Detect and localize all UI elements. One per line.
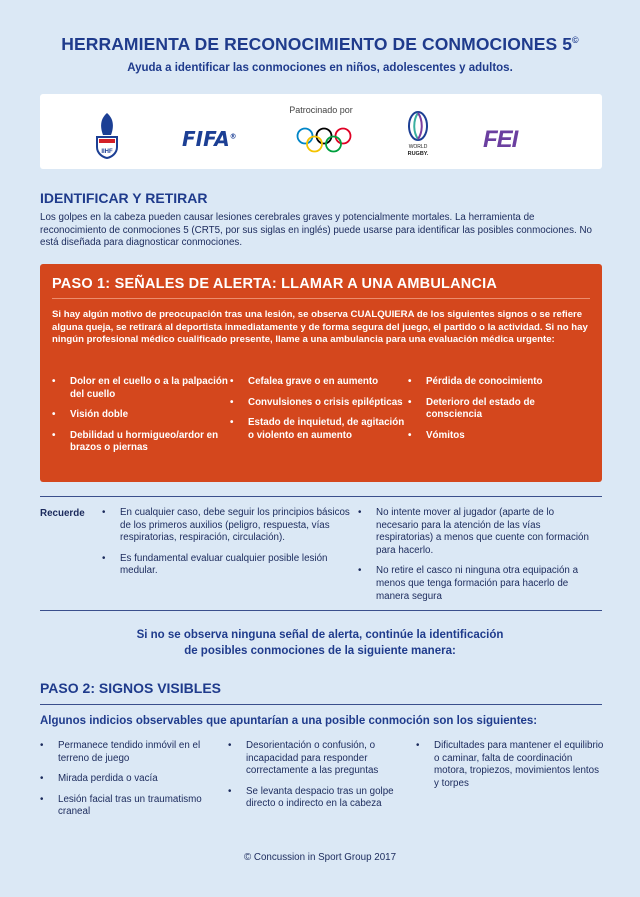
copyright-footer: © Concussion in Sport Group 2017 (243, 852, 397, 863)
identify-text: Los golpes en la cabeza pueden causar lesiones cerebrales graves y potencialmente mortales. La herramienta de reconocimiento de conmociones 5 (CRT5, por sus siglas en inglés) puede usarse para identificar las posibles conmociones. No está diseñada para diagnosticar conmociones. (40, 212, 592, 249)
visible-sign-item: • Desorientación o confusión, o incapacidad para responder correctamente a las preguntas (228, 740, 416, 778)
red-flag-item: • Visión doble (52, 409, 230, 422)
svg-text:IIHF: IIHF (101, 149, 113, 155)
page-subtitle: Ayuda a identificar las conmociones en niños, adolescentes y adultos. (127, 62, 513, 74)
recuerde-item: • No intente mover al jugador (aparte de lo necesario para la atención de las vías respiratorias) a menos que cuente con formación para hacerlo. (358, 507, 598, 557)
red-flag-item: • Cefalea grave o en aumento (230, 376, 408, 389)
step1-alert-box (40, 264, 602, 482)
svg-text:RUGBY.: RUGBY. (407, 151, 429, 157)
divider (40, 704, 602, 705)
identify-heading: IDENTIFICAR Y RETIRAR (40, 190, 208, 206)
olympic-rings-logo (296, 127, 352, 153)
red-flags-list (52, 376, 586, 463)
divider (40, 610, 602, 611)
red-flag-item: • Deterioro del estado de consciencia (408, 397, 586, 422)
continue-note: Si no se observa ninguna señal de alerta, continúe la identificación de posibles conmociones de la siguiente manera: (136, 629, 504, 657)
svg-text:WORLD: WORLD (408, 144, 428, 150)
recuerde-column (102, 507, 358, 611)
red-flag-item: • Convulsiones o crisis epilépticas (230, 397, 408, 410)
sponsor-panel (40, 94, 602, 169)
fei-logo: FEI (483, 126, 518, 153)
red-flag-item: • Debilidad u hormigueo/ardor en brazos o piernas (52, 430, 230, 455)
visible-signs-column (416, 740, 604, 827)
red-flag-item: • Dolor en el cuello o a la palpación del cuello (52, 376, 230, 401)
divider (52, 298, 590, 299)
page-title: HERRAMIENTA DE RECONOCIMIENTO DE CONMOCIONES 5© (61, 34, 579, 54)
recuerde-column (358, 507, 598, 611)
red-flags-column (52, 376, 230, 463)
recuerde-item: • Es fundamental evaluar cualquier posible lesión medular. (102, 553, 358, 578)
red-flags-column (230, 376, 408, 463)
step1-heading: PASO 1: SEÑALES DE ALERTA: LLAMAR A UNA AMBULANCIA (52, 276, 497, 292)
world-rugby-logo (402, 110, 434, 158)
visible-sign-item: • Lesión facial tras un traumatismo craneal (40, 794, 228, 819)
red-flags-column (408, 376, 586, 463)
visible-signs-list (40, 740, 604, 827)
visible-signs-column (40, 740, 228, 827)
iihf-logo (92, 111, 122, 159)
step2-intro: Algunos indicios observables que apuntarían a una posible conmoción son los siguientes: (40, 715, 538, 727)
red-flag-item: • Pérdida de conocimiento (408, 376, 586, 389)
step2-heading: PASO 2: SIGNOS VISIBLES (40, 680, 222, 696)
visible-sign-item: • Se levanta despacio tras un golpe directo o indirecto en la cabeza (228, 786, 416, 811)
visible-sign-item: • Permanece tendido inmóvil en el terreno de juego (40, 740, 228, 765)
step1-text: Si hay algún motivo de preocupación tras una lesión, se observa CUALQUIERA de los siguientes signos o se refiere alguna queja, se retirará al deportista inmediatamente y de forma segura del juego, el partido o la actividad. Si no hay ningún profesional médico cualificado presente, llame a una ambulancia para una evaluación médica urgente: (52, 309, 588, 346)
red-flag-item: • Estado de inquietud, de agitación o violento en aumento (230, 417, 408, 442)
divider (40, 496, 602, 497)
recuerde-item: • En cualquier caso, debe seguir los principios básicos de los primeros auxilios (peligro, respuesta, vías respiratorias, respiración, circulación). (102, 507, 358, 545)
visible-sign-item: • Mirada perdida o vacía (40, 773, 228, 786)
copyright-mark: © (572, 35, 579, 46)
recuerde-item: • No retire el casco ni ninguna otra equipación a menos que tenga formación para hacerlo de manera segura (358, 565, 598, 603)
red-flag-item: • Vómitos (408, 430, 586, 443)
sponsor-label: Patrocinado por (289, 105, 353, 115)
visible-sign-item: • Dificultades para mantener el equilibrio o caminar, falta de coordinación motora, tropiezos, movimientos lentos y torpes (416, 740, 604, 790)
recuerde-list (102, 507, 598, 611)
fifa-logo: FIFA® (182, 127, 237, 151)
visible-signs-column (228, 740, 416, 827)
recuerde-label: Recuerde (40, 508, 85, 519)
